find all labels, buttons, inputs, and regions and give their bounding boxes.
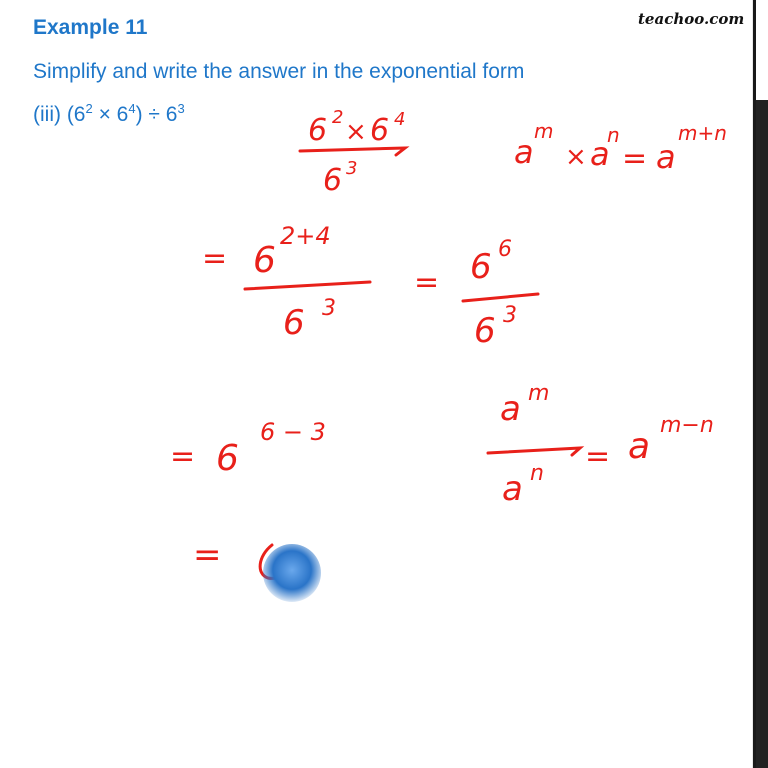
part-exp1: 2 [85,101,93,116]
right-scrollbar[interactable] [752,0,768,768]
rule1-n: n [607,123,620,147]
part-exp2: 4 [128,101,136,116]
step3-base: 6 [216,438,239,479]
step0-num-base1: 6 [308,113,328,148]
step2-eq: = [414,265,440,300]
part-middle: × 6 [92,103,129,126]
pen-cursor-highlight [263,544,321,602]
step2-fraction-bar [463,294,538,301]
part-prefix: (iii) (6 [33,103,86,126]
rule1-a1: a [514,133,534,171]
step3-exp: 6 − 3 [260,418,326,446]
step2-den-base: 6 [474,311,496,351]
step0-times: × [345,117,367,147]
step0-den-base: 6 [323,163,343,198]
rule2-exp: m−n [660,413,714,438]
question-text: Simplify and write the answer in the exponential form [33,60,525,83]
rule1-m: m [534,119,554,143]
rule2-a: a [628,426,651,467]
step1-den-exp: 3 [322,296,336,321]
rule2-den-n: n [530,461,544,486]
step0-num-base2: 6 [370,113,390,148]
part-suffix: ) ÷ 6 [135,103,178,126]
scrollbar-edge [753,0,756,768]
rule2-eq: = [585,439,611,474]
rule1-times: × [565,142,587,172]
rule1-a2: a [590,135,610,173]
step1-eq: = [202,241,228,276]
rule2-num-a: a [500,389,521,429]
rule1-eq: = [622,141,648,176]
brand-logo: teachoo.com [638,10,745,28]
step3-eq: = [170,439,196,474]
rule2-fraction-bar [488,448,580,455]
step0-fraction-bar [300,148,405,155]
example-title: Example 11 [33,16,148,39]
rule2-num-m: m [528,381,550,406]
part-exp3: 3 [177,101,185,116]
rule2-den-a: a [502,469,523,509]
step0-num-exp1: 2 [332,107,344,128]
rule1-a3: a [656,138,676,176]
step0-den-exp: 3 [346,158,358,179]
step2-exp: 6 [498,237,512,262]
step2-den-exp: 3 [503,303,517,328]
step4-eq: = [193,535,222,575]
step1-exp: 2+4 [280,222,331,250]
step0-num-exp2: 4 [394,109,406,130]
step1-base: 6 [253,240,276,281]
step2-base: 6 [470,247,492,287]
rule1-exp: m+n [678,121,727,145]
step1-fraction-bar [245,282,370,289]
step1-den-base: 6 [283,303,305,343]
